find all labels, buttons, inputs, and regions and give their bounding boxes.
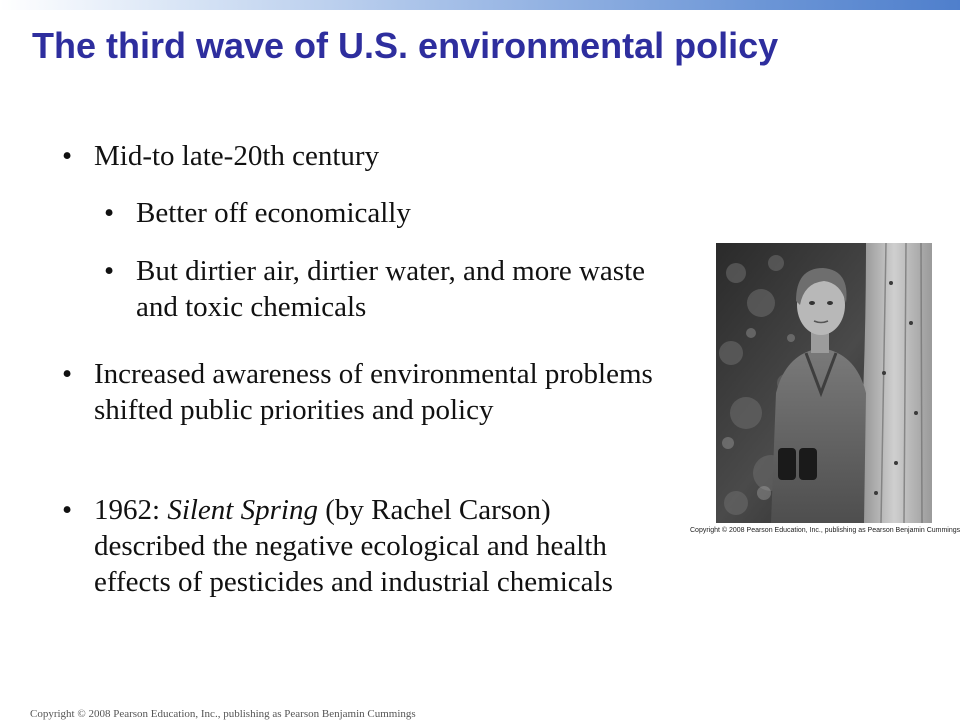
- bullet-dot: •: [62, 140, 73, 172]
- bullet-text: Increased awareness of environmental problems shifted public priorities and policy: [94, 358, 653, 426]
- book-title: Silent Spring: [167, 494, 318, 526]
- bullet-item: [62, 138, 694, 174]
- sub-bullet-item: [104, 253, 656, 325]
- bullet-item: [62, 356, 674, 428]
- bullet-dot: •: [62, 494, 73, 526]
- rachel-carson-photo: [716, 243, 932, 523]
- bullet-dot: •: [104, 255, 115, 287]
- bullet-text: Better off economically: [136, 197, 411, 229]
- photo-illustration: [716, 243, 932, 523]
- bullet-dot: •: [62, 358, 73, 390]
- footer-copyright: Copyright © 2008 Pearson Education, Inc., publishing as Pearson Benjamin Cummings: [30, 708, 416, 720]
- bullet-dot: •: [104, 197, 115, 229]
- bullet-text: But dirtier air, dirtier water, and more waste and toxic chemicals: [136, 255, 646, 323]
- bullet-text-suffix: (by Rachel Carson) described the negative ecological and health effects of pesticides and industrial chemicals: [94, 494, 613, 598]
- slide-title: The third wave of U.S. environmental policy: [32, 25, 779, 66]
- bullet-text: Mid-to late-20th century: [94, 140, 380, 172]
- photo-credit: Copyright © 2008 Pearson Education, Inc., publishing as Pearson Benjamin Cummings: [690, 527, 960, 534]
- top-accent-bar: [0, 0, 960, 10]
- sub-bullet-item: [104, 195, 656, 231]
- bullet-text-prefix: 1962:: [94, 494, 168, 526]
- bullet-item: [62, 492, 614, 600]
